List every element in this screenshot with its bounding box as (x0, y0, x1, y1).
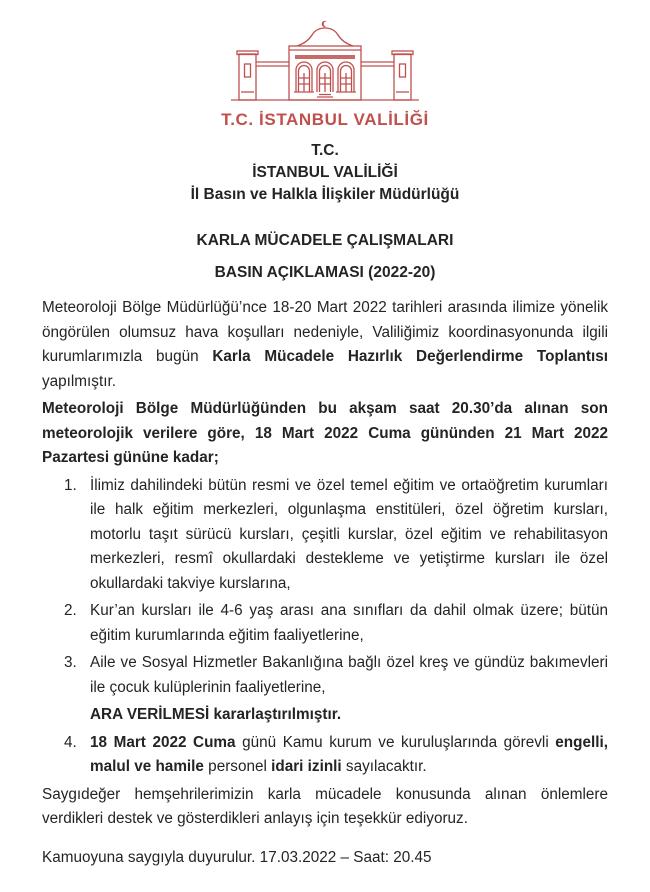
header-valilik: İSTANBUL VALİLİĞİ (252, 164, 398, 181)
header-tc: T.C. (311, 142, 339, 159)
decision-line: ARA VERİLMESİ kararlaştırılmıştır. (90, 706, 342, 723)
list-item-1 (64, 474, 608, 597)
frieze-band (295, 55, 355, 59)
list-item-4-text: 18 Mart 2022 Cuma günü Kamu kurum ve kuruluşlarında görevli engelli, malul ve hamile personel idari izinli sayılacaktır. (90, 733, 608, 775)
document-titles (42, 230, 608, 284)
list-item-3 (64, 651, 608, 700)
release-title: BASIN AÇIKLAMASI (2022-20) (214, 264, 436, 281)
list-number-3: 3. (64, 654, 77, 671)
meteorology-paragraph: Meteoroloji Bölge Müdürlüğünden bu akşam saat 20.30’da alınan son meteorolojik verilere göre, 18 Mart 2022 Cuma gününden 21 Mart 2022 Pazartesi gününe kadar; (42, 400, 608, 466)
intro-paragraph: Meteoroloji Bölge Müdürlüğü’nce 18-20 Mart 2022 tarihleri arasında ilimize yönelik öngörülen olumsuz hava koşulları nedeniyle, Valiliğimiz koordinasyonunda ilgili kurumlarımızla bugün Karla Mücadele Hazırlık Değerlendirme Toplantısı yapılmıştır. (42, 299, 608, 390)
list-item-3-text: Aile ve Sosyal Hizmetler Bakanlığına bağlı özel kreş ve gündüz bakımevleri ile çocuk kulüplerinin faaliyetlerine, (90, 654, 608, 696)
list-number-1: 1. (64, 476, 77, 494)
list-item-2-text: Kur’an kursları ile 4-6 yaş arası ana sınıfları da dahil olmak üzere; bütün eğitim kurumlarında eğitim faaliyetlerine, (90, 602, 608, 644)
list-item-4 (64, 731, 608, 780)
list-item-2 (64, 599, 608, 648)
list-item-1-text: İlimiz dahilindeki bütün resmi ve özel temel eğitim ve ortaöğretim kurumları ile halk eğitim merkezleri, olgunlaşma enstitüleri, özel öğretim kursları, motorlu taşıt sürücü kursları, çeşitli kurslar, özel eğitim ve rehabilitasyon merkezleri, resmî okullardaki destekleme ve yetiştirme kursları ile özel okullardaki takviye kurslarına, (90, 476, 608, 592)
list-number-2: 2. (64, 602, 77, 619)
government-building-icon (227, 20, 423, 104)
subject-title: KARLA MÜCADELE ÇALIŞMALARI (196, 232, 454, 249)
header-mudurluk: İl Basın ve Halkla İlişkiler Müdürlüğü (190, 186, 460, 203)
list-number-4: 4. (64, 733, 77, 751)
crescent-icon (322, 21, 327, 27)
document-header (42, 140, 608, 206)
document-body (42, 296, 608, 870)
logo (42, 20, 608, 130)
signoff-line: Kamuoyuna saygıyla duyurulur. 17.03.2022 – Saat: 20.45 (42, 848, 432, 866)
logo-caption: T.C. İSTANBUL VALİLİĞİ (221, 110, 429, 129)
closing-paragraph: Saygıdeğer hemşehrilerimizin karla mücadele konusunda alınan önlemlere verdikleri destek ve gösterdikleri anlayış için teşekkür ediyoruz. (42, 785, 608, 827)
